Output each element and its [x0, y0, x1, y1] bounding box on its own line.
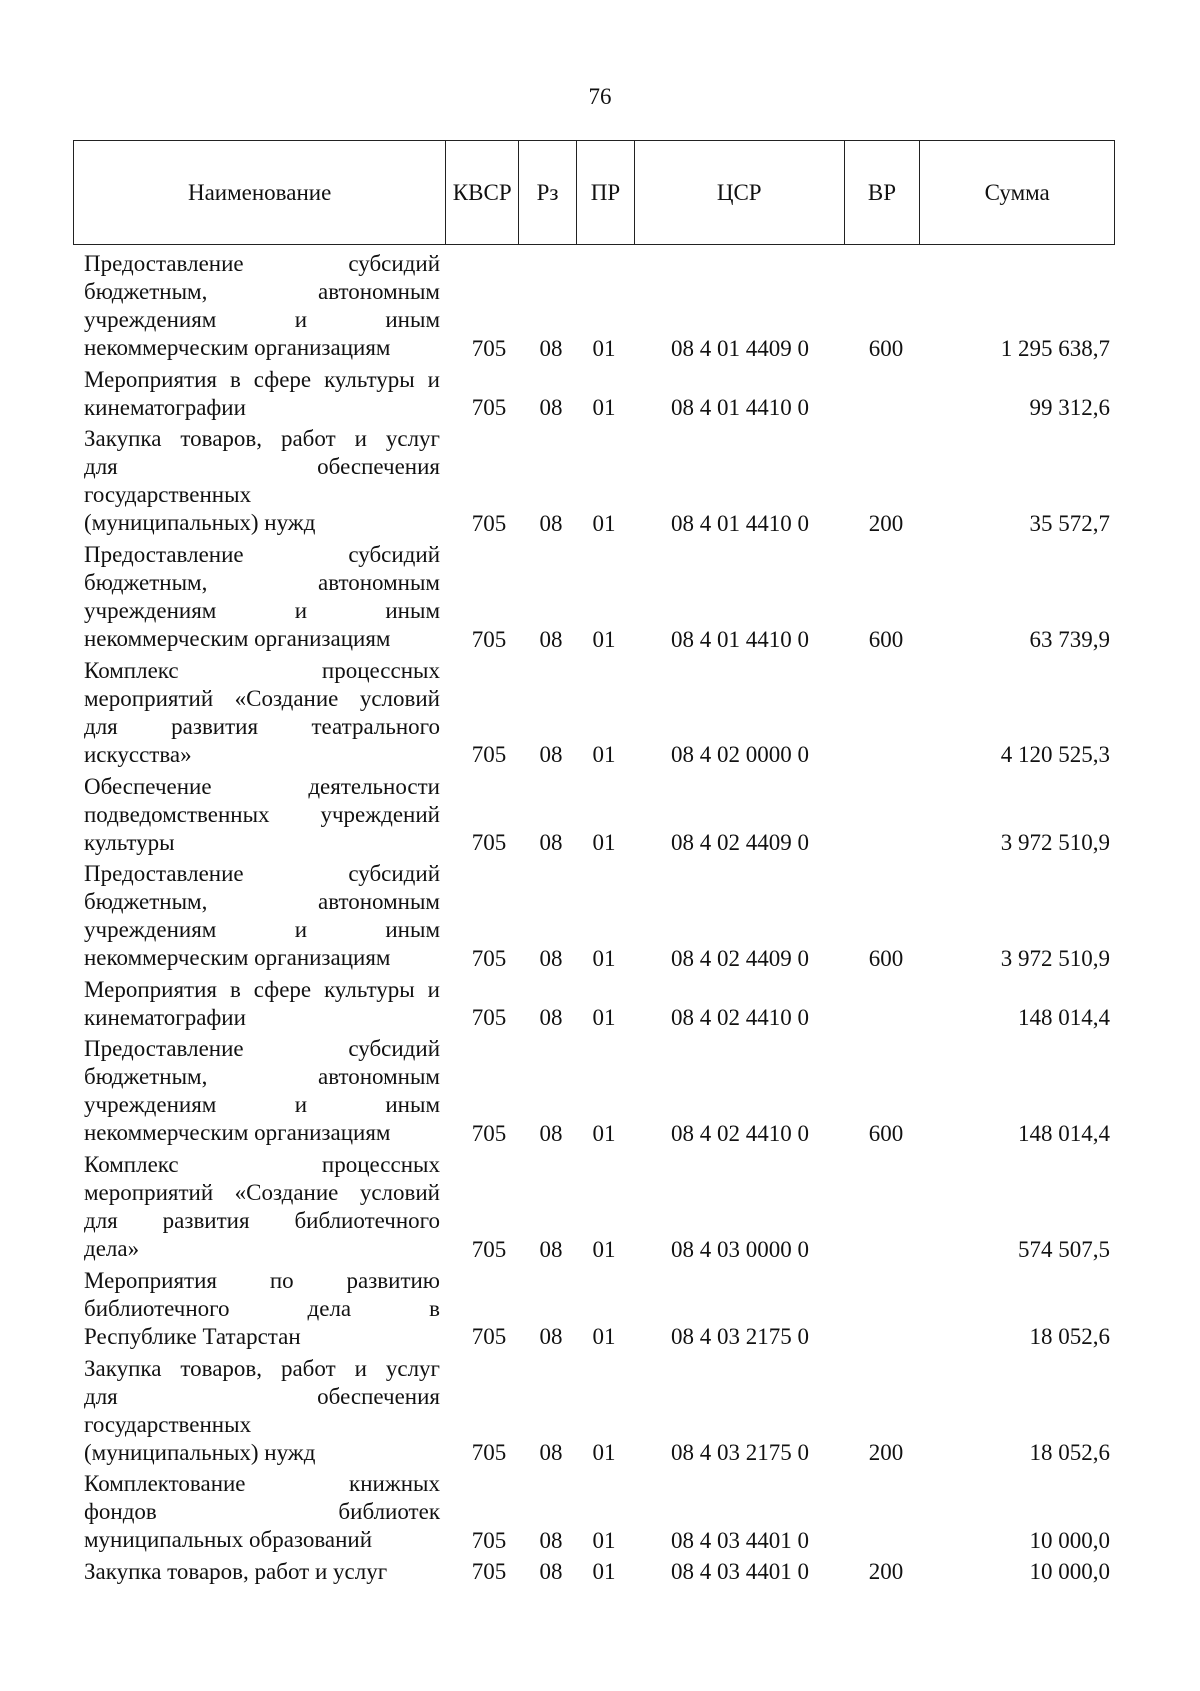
header-sum: Сумма [984, 179, 1050, 205]
table-row [0, 657, 1200, 770]
row-name-line: подведомственных учреждений [84, 801, 440, 827]
row-name [84, 425, 440, 537]
row-name-line: Предоставление субсидий [84, 861, 440, 887]
row-rz: 08 [539, 742, 563, 768]
row-csr: 08 4 03 0000 0 [671, 1236, 809, 1262]
row-name-line: культуры [84, 829, 175, 855]
row-csr: 08 4 02 4409 0 [671, 829, 809, 855]
header-vr: ВР [845, 141, 921, 244]
row-pr: 01 [592, 945, 616, 971]
row-name-line: Мероприятия в сфере культуры и [84, 977, 440, 1002]
row-name-line: учреждениям и иным [84, 1092, 440, 1118]
row-name-line: Комплектование книжных [84, 1471, 440, 1497]
row-name-line: Комплекс процессных [84, 1152, 440, 1178]
row-kvsr: 705 [471, 1440, 507, 1466]
table-row [0, 1035, 1200, 1148]
row-kvsr: 705 [471, 829, 507, 855]
row-sum: 18 052,6 [1029, 1324, 1110, 1350]
row-csr: 08 4 03 4401 0 [671, 1559, 809, 1584]
row-name-line: Мероприятия по развитию [84, 1268, 440, 1293]
header-rz: Рз [519, 141, 577, 244]
table-row [0, 1355, 1200, 1468]
row-pr: 01 [592, 510, 616, 536]
row-rz: 08 [539, 1005, 563, 1031]
row-pr: 01 [592, 335, 616, 361]
row-name [84, 1035, 440, 1147]
header-csr: ЦСР [635, 141, 845, 244]
row-vr: 600 [868, 945, 904, 971]
row-sum: 4 120 525,3 [1000, 742, 1110, 768]
row-name-line: бюджетным, автономным [84, 1064, 440, 1090]
row-vr: 200 [868, 1559, 904, 1584]
row-name-line: кинематографии [84, 394, 246, 420]
table-row [0, 541, 1200, 654]
row-kvsr: 705 [471, 1559, 507, 1584]
table-row [0, 1151, 1200, 1264]
row-pr: 01 [592, 1440, 616, 1466]
row-kvsr: 705 [471, 1120, 507, 1146]
row-pr: 01 [592, 1005, 616, 1031]
table-row [0, 366, 1200, 422]
row-pr: 01 [592, 1527, 616, 1553]
row-name-line: мероприятий «Создание условий [84, 685, 440, 711]
row-sum: 1 295 638,7 [1000, 335, 1110, 361]
row-vr: 600 [868, 626, 904, 652]
row-name-line: Закупка товаров, работ и услуг [84, 1355, 440, 1381]
row-csr: 08 4 01 4410 0 [671, 510, 809, 536]
row-rz: 08 [539, 1527, 563, 1553]
row-sum: 63 739,9 [1029, 626, 1110, 652]
row-rz: 08 [539, 1120, 563, 1146]
row-name-line: для развития библиотечного [84, 1208, 440, 1234]
row-sum: 10 000,0 [1029, 1527, 1110, 1553]
row-name-line: учреждениям и иным [84, 917, 440, 943]
row-name-line: бюджетным, автономным [84, 889, 440, 915]
row-name [84, 773, 440, 857]
row-name-line: учреждениям и иным [84, 307, 440, 332]
row-name-line: некоммерческим организациям [84, 626, 391, 651]
row-name-line: (муниципальных) нужд [84, 1439, 316, 1465]
row-rz: 08 [539, 829, 563, 855]
row-name-line: Закупка товаров, работ и услуг [84, 426, 440, 452]
row-kvsr: 705 [471, 1527, 507, 1553]
row-rz: 08 [539, 1559, 563, 1584]
row-name-line: для обеспечения [84, 1383, 440, 1409]
table-row [0, 1470, 1200, 1555]
row-pr: 01 [592, 742, 616, 768]
row-name [84, 541, 440, 653]
row-name-line: бюджетным, автономным [84, 279, 440, 304]
row-name-line: муниципальных образований [84, 1527, 373, 1553]
row-sum: 99 312,6 [1029, 394, 1110, 420]
row-pr: 01 [592, 394, 616, 420]
row-name-line: Предоставление субсидий [84, 1036, 440, 1062]
row-csr: 08 4 02 4410 0 [671, 1005, 809, 1031]
row-rz: 08 [539, 335, 563, 361]
table-row [0, 976, 1200, 1032]
row-name-line: (муниципальных) нужд [84, 510, 316, 536]
row-csr: 08 4 02 4410 0 [671, 1120, 809, 1146]
page-number: 76 [588, 84, 612, 109]
row-sum: 35 572,7 [1029, 510, 1110, 536]
row-name-line: для обеспечения [84, 454, 440, 480]
row-kvsr: 705 [471, 1005, 507, 1031]
row-name-line: Комплекс процессных [84, 657, 440, 683]
table-row [0, 773, 1200, 858]
row-pr: 01 [592, 1324, 616, 1350]
row-csr: 08 4 03 2175 0 [671, 1324, 809, 1350]
row-pr: 01 [592, 626, 616, 652]
row-name-line: для развития театрального [84, 713, 440, 739]
row-name [84, 976, 440, 1032]
row-name-line: государственных [84, 1411, 252, 1437]
row-pr: 01 [592, 1559, 616, 1584]
row-name-line: библиотечного дела в [84, 1296, 440, 1321]
row-csr: 08 4 03 2175 0 [671, 1440, 809, 1466]
row-name-line: некоммерческим организациям [84, 335, 391, 360]
row-name-line: бюджетным, автономным [84, 570, 440, 595]
header-name: Наименование [74, 141, 446, 244]
row-kvsr: 705 [471, 510, 507, 536]
row-name-line: некоммерческим организациям [84, 945, 391, 971]
row-name-line: государственных [84, 482, 252, 508]
row-csr: 08 4 01 4410 0 [671, 394, 809, 420]
row-rz: 08 [539, 945, 563, 971]
row-sum: 18 052,6 [1029, 1440, 1110, 1466]
row-name-line: Предоставление субсидий [84, 542, 440, 567]
table-row [0, 250, 1200, 363]
row-kvsr: 705 [471, 626, 507, 652]
row-name-line: Мероприятия в сфере культуры и [84, 366, 440, 392]
row-name-line: Республике Татарстан [84, 1324, 301, 1349]
row-csr: 08 4 02 0000 0 [671, 742, 809, 768]
row-sum: 3 972 510,9 [1000, 945, 1110, 971]
row-name-line: Предоставление субсидий [84, 251, 440, 276]
row-sum: 574 507,5 [1018, 1236, 1110, 1262]
row-sum: 148 014,4 [1018, 1005, 1110, 1031]
table-row [0, 1558, 1200, 1586]
row-name-line: мероприятий «Создание условий [84, 1180, 440, 1206]
table-row [0, 1267, 1200, 1352]
row-name-line: некоммерческим организациям [84, 1120, 391, 1146]
row-name [84, 366, 440, 422]
row-name [84, 860, 440, 972]
row-vr: 200 [868, 1440, 904, 1466]
row-name-line: фондов библиотек [84, 1499, 440, 1525]
row-name [84, 1558, 440, 1586]
row-name-line: учреждениям и иным [84, 598, 440, 623]
row-rz: 08 [539, 1324, 563, 1350]
row-sum: 148 014,4 [1018, 1120, 1110, 1146]
row-vr: 600 [868, 1120, 904, 1146]
header-pr: ПР [577, 141, 635, 244]
row-pr: 01 [592, 1236, 616, 1262]
row-rz: 08 [539, 1440, 563, 1466]
row-rz: 08 [539, 1236, 563, 1262]
row-name-line: Закупка товаров, работ и услуг [84, 1559, 388, 1584]
row-pr: 01 [592, 829, 616, 855]
row-rz: 08 [539, 626, 563, 652]
header-kvsr: КВСР [446, 141, 519, 244]
row-vr: 200 [868, 510, 904, 536]
table-row [0, 860, 1200, 973]
row-csr: 08 4 03 4401 0 [671, 1527, 809, 1553]
row-name [84, 1151, 440, 1263]
row-pr: 01 [592, 1120, 616, 1146]
row-name-line: дела» [84, 1236, 140, 1262]
row-name-line: искусства» [84, 741, 192, 767]
row-name [84, 1267, 440, 1351]
row-kvsr: 705 [471, 945, 507, 971]
row-name [84, 1355, 440, 1467]
row-kvsr: 705 [471, 394, 507, 420]
row-name-line: кинематографии [84, 1005, 246, 1030]
row-rz: 08 [539, 394, 563, 420]
row-sum: 3 972 510,9 [1000, 829, 1110, 855]
row-sum: 10 000,0 [1029, 1559, 1110, 1584]
row-csr: 08 4 01 4410 0 [671, 626, 809, 652]
row-kvsr: 705 [471, 1236, 507, 1262]
row-rz: 08 [539, 510, 563, 536]
row-kvsr: 705 [471, 335, 507, 361]
row-name [84, 1470, 440, 1554]
row-name-line: Обеспечение деятельности [84, 773, 440, 799]
row-kvsr: 705 [471, 742, 507, 768]
row-name [84, 250, 440, 362]
row-csr: 08 4 01 4409 0 [671, 335, 809, 361]
row-vr: 600 [868, 335, 904, 361]
row-name [84, 657, 440, 769]
row-csr: 08 4 02 4409 0 [671, 945, 809, 971]
table-row [0, 425, 1200, 538]
table-header [73, 140, 1115, 245]
row-kvsr: 705 [471, 1324, 507, 1350]
